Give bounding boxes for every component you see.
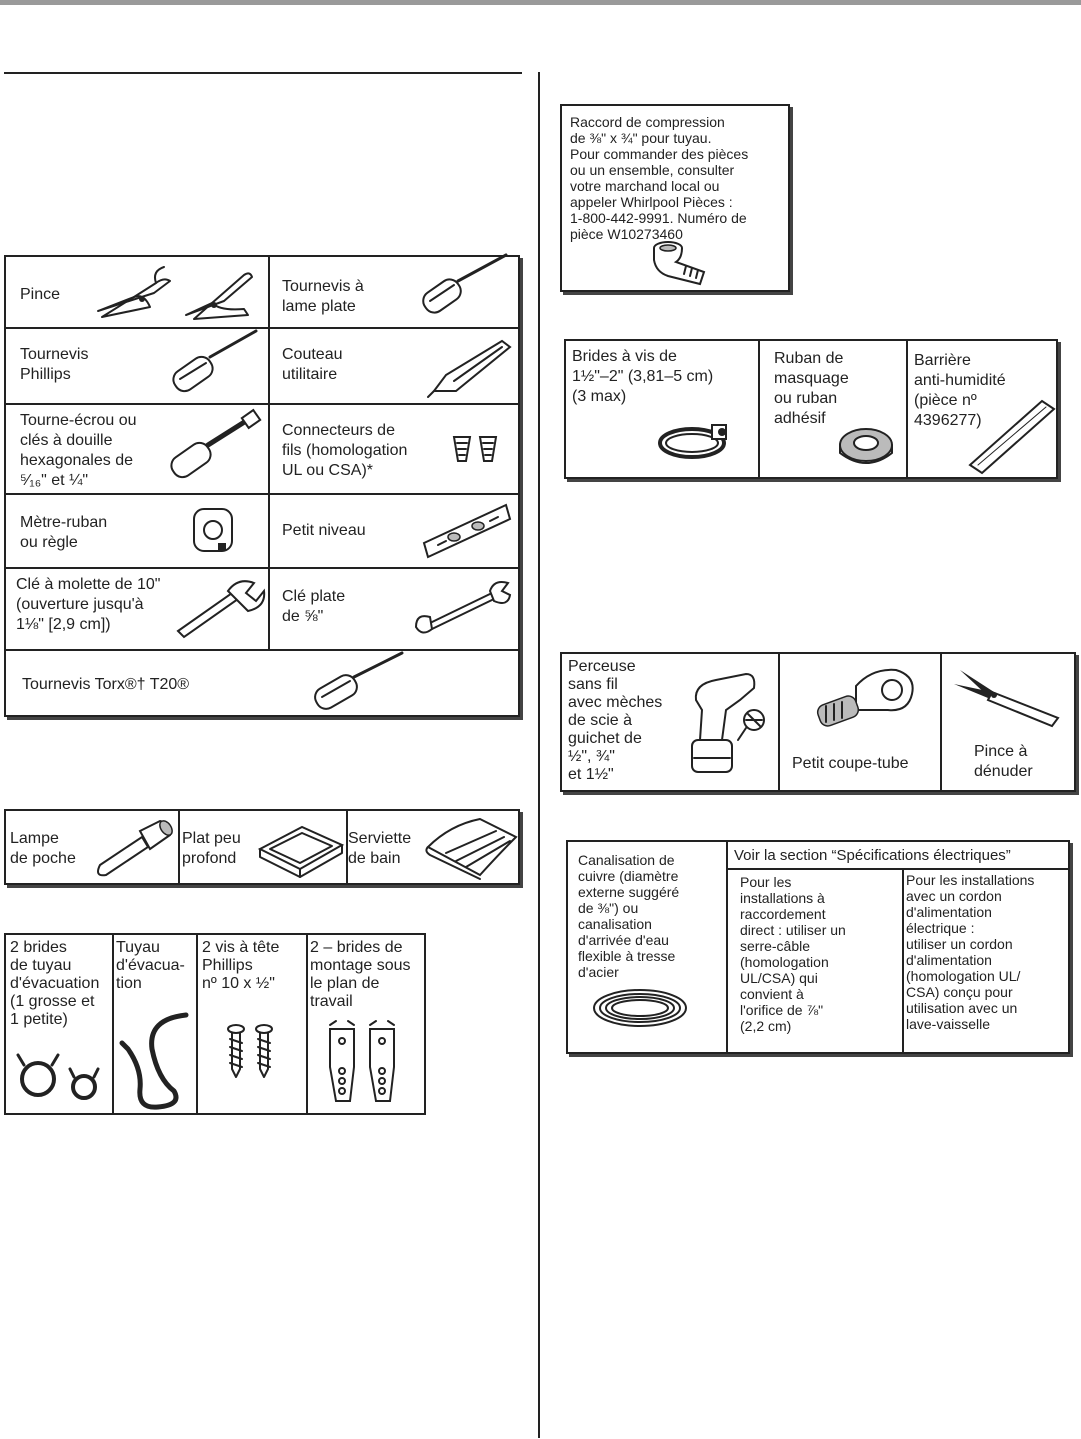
drain-hose-label: Tuyau d'évacua- tion: [116, 939, 185, 992]
tape-roll-icon: [836, 415, 900, 471]
open-wrench-icon: [412, 579, 514, 635]
level-icon: [420, 499, 514, 563]
tube-cutter-icon: [812, 666, 922, 736]
adjustable-wrench-icon: [172, 575, 268, 643]
drain-clamps-icon: [14, 1051, 110, 1111]
grid-line: [726, 842, 728, 1052]
grid-line: [178, 811, 180, 883]
drain-clamps-label: 2 brides de tuyau d'évacuation (1 grosse et 1 petite): [10, 939, 100, 1028]
parts-table: [4, 933, 426, 1115]
shallow-pan-icon: [256, 819, 346, 879]
brackets-icon: [324, 1019, 414, 1109]
top-bar: [0, 0, 1081, 5]
pliers-label: Pince: [20, 286, 61, 303]
grid-line: [6, 493, 518, 495]
tape-measure-label: Mètre-ruban ou règle: [20, 514, 108, 551]
wire-connectors-label: Connecteurs de fils (homologation UL ou CSA)*: [282, 422, 408, 479]
tape-label: Ruban de masquage ou ruban adhésif: [774, 350, 849, 427]
utility-knife-label: Couteau utilitaire: [282, 346, 343, 383]
grid-line: [6, 567, 518, 569]
phillips-label: Tournevis Phillips: [20, 346, 89, 383]
grid-line: [902, 868, 904, 1052]
compression-fitting-box: [560, 104, 790, 292]
grid-line: [6, 649, 518, 651]
grid-line: [112, 935, 114, 1113]
hose-clamps-label: Brides à vis de 1½"–2" (3,81–5 cm) (3 max): [572, 348, 714, 405]
section-rule: [4, 72, 522, 74]
flat-screwdriver-icon: [414, 261, 514, 325]
shallow-pan-label: Plat peu profond: [182, 830, 241, 867]
copper-coil-icon: [588, 984, 698, 1036]
towel-label: Serviette de bain: [348, 830, 412, 867]
compression-fitting-text: Raccord de compression de ⅜" x ¾" pour tuyau. Pour commander des pièces ou un ensemble, consulter votre marchand local ou appeler Whirlpool Pièces : 1-800-442-9991. Numéro de pièce W10273460: [570, 114, 749, 242]
flat-screwdriver-label: Tournevis à lame plate: [282, 278, 364, 315]
moisture-barrier-label: Barrière anti-humidité (pièce nº 4396277): [914, 352, 1006, 429]
cord-install-label: Pour les installations avec un cordon d'alimentation électrique : utiliser un cordon d'alimentation (homologation UL/ CSA) conçu pour utilisation avec un lave-vaisselle: [906, 872, 1035, 1032]
grid-line: [6, 327, 518, 329]
cordless-drill-icon: [686, 670, 776, 780]
hose-clamps-icon: [656, 419, 736, 469]
grid-line: [940, 654, 942, 790]
grid-line: [196, 935, 198, 1113]
drill-table: [560, 652, 1076, 792]
column-divider: [538, 72, 540, 1438]
compression-fitting-icon: [648, 238, 722, 292]
grid-line: [778, 654, 780, 790]
clamps-table: [564, 339, 1058, 479]
towel-icon: [420, 815, 520, 881]
wire-stripper-icon: [948, 664, 1072, 734]
tube-cutter-label: Petit coupe-tube: [792, 755, 909, 772]
direct-install-label: Pour les installations à raccordement direct : utiliser un serre-câble (homologation UL/CSA) qui convient à l'orifice de ⅞" (2,2 cm): [740, 874, 846, 1034]
grid-line: [906, 341, 908, 477]
pliers-icon: [94, 263, 264, 323]
wire-stripper-label: Pince à dénuder: [974, 743, 1033, 780]
drill-label: Perceuse sans fil avec mèches de scie à guichet de ½", ¾" et 1½": [568, 658, 663, 783]
electrical-table: [566, 840, 1070, 1054]
nut-driver-label: Tourne-écrou ou clés à douille hexagonales de ⁵⁄₁₆" et ¼": [20, 412, 137, 489]
screws-icon: [220, 1023, 280, 1083]
grid-line: [268, 257, 270, 651]
misc-table: [4, 809, 520, 885]
wire-connectors-icon: [450, 431, 506, 465]
copper-line-label: Canalisation de cuivre (diamètre externe suggéré de ⅜") ou canalisation d'arrivée d'eau flexible à tresse d'acier: [578, 852, 680, 980]
adjustable-wrench-label: Clé à molette de 10" (ouverture jusqu'à 1⅛" [2,9 cm]): [16, 576, 161, 633]
phillips-screwdriver-icon: [164, 335, 264, 399]
grid-line: [758, 341, 760, 477]
grid-line: [6, 403, 518, 405]
nut-driver-icon: [164, 411, 268, 491]
torx-screwdriver-icon: [306, 651, 410, 717]
electrical-header: Voir la section “Spécifications électriques”: [734, 847, 1011, 864]
screws-label: 2 vis à tête Phillips nº 10 x ½": [202, 939, 280, 992]
open-wrench-label: Clé plate de ⅝": [282, 588, 346, 625]
utility-knife-icon: [424, 335, 514, 399]
grid-line: [306, 935, 308, 1113]
flashlight-label: Lampe de poche: [10, 830, 76, 867]
level-label: Petit niveau: [282, 522, 366, 539]
tape-measure-icon: [190, 503, 240, 559]
torx-label: Tournevis Torx®† T20®: [22, 676, 190, 693]
tools-table: [4, 255, 520, 717]
flashlight-icon: [90, 819, 176, 879]
drain-hose-icon: [118, 1009, 196, 1113]
moisture-barrier-icon: [966, 395, 1056, 475]
grid-line: [726, 868, 1068, 870]
brackets-label: 2 – brides de montage sous le plan de travail: [310, 939, 411, 1010]
